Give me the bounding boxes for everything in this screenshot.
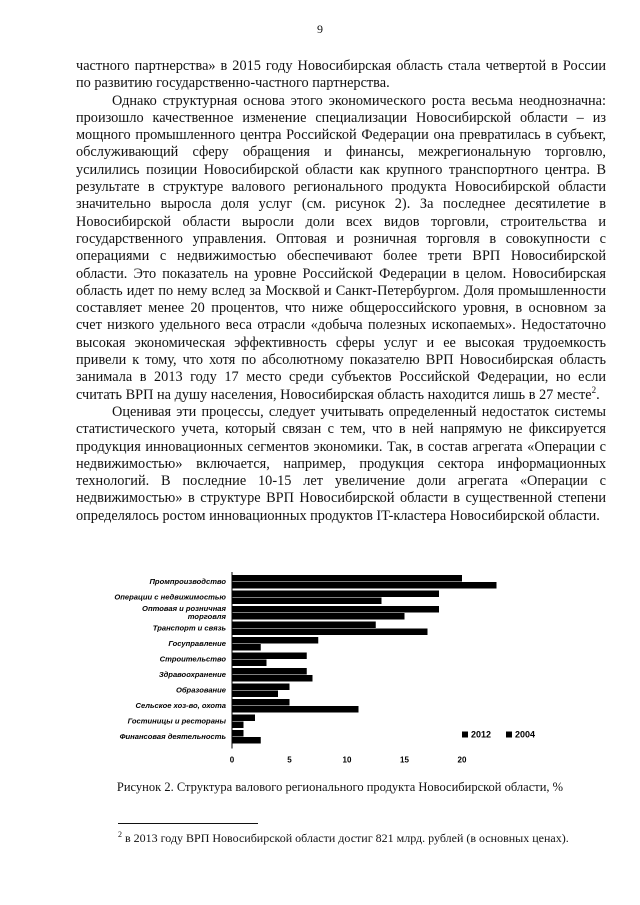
paragraph-2-text: Однако структурная основа этого экономического роста весьма неоднозначна: произошло качественное изменение специализации Новосибирской области – из мощного промышленного центра Российской Федерации она превратилась в субъект, обслуживающий сферу обращения и финансы, межрегиональную торговлю, усилились позиции Новосибирской области как крупного транспортного центра. В результате в структуре валового регионального продукта Новосибирской области значительно выросла доля услуг (см. рисунок 2). За последнее десятилетие в Новосибирской области выросли доли всех видов торговли, строительства и государственного управления. Оптовая и розничная торговля в совокупности с операциями с недвижимостью обеспечивают более трети ВРП Новосибирской области. Это показатель на уровне Российской Федерации в целом. Новосибирская область идет по нему вслед за Москвой и Санкт-Петербургом. Доля промышленности составляет менее 20 процентов, что ниже общероссийского уровня, в основном за счет низкого удельного веса отрасли «добыча полезных ископаемых». Недостаточно высокая экономическая эффективность сферы услуг и ее высокая трудоемкость привели к тому, что хотя по абсолютному показателю ВРП Новосибирская область занимала в 2013 году 17 место среди субъектов Российской Федерации, но если считать ВРП на душу населения, Новосибирская область находится лишь в 27 месте <box>76 92 606 403</box>
bar-2012 <box>232 591 439 598</box>
category-label-line: Госуправление <box>168 639 226 648</box>
bar-2004 <box>232 737 261 744</box>
category-label <box>114 593 226 602</box>
bar-2012 <box>232 653 307 660</box>
bar-2012 <box>232 575 462 582</box>
bar-2004 <box>232 629 428 636</box>
category-label-line: Оптовая и розничная <box>142 604 226 613</box>
bar-2004 <box>232 722 244 729</box>
bar-chart <box>96 570 556 778</box>
x-tick-label: 10 <box>342 755 352 765</box>
category-label-line: Образование <box>175 685 226 695</box>
category-label-line: Промпроизводство <box>149 577 226 586</box>
footnote-divider <box>118 823 258 824</box>
bar-2004 <box>232 598 382 605</box>
bar-2004 <box>232 660 267 667</box>
paragraph-3: Оценивая эти процессы, следует учитывать определенный недостаток системы статистического учета, который связан с тем, что в ней напрямую не фиксируется продукция инновационных сегментов экономики. Так, в состав агрегата «Операции с недвижимостью» включается, например, продукция сектора информационных технологий. В последние 10-15 лет увеличение доли агрегата «Операции с недвижимостью» в структуре ВРП Новосибирской области в существенной степени определялось ростом инновационных продуктов IT-кластера Новосибирской области. <box>76 403 606 524</box>
category-label <box>149 577 226 586</box>
category-label-line: торговля <box>187 612 226 622</box>
body-text <box>76 58 606 525</box>
bar-2012 <box>232 730 244 737</box>
legend-swatch <box>462 732 468 738</box>
category-label <box>159 670 227 679</box>
bar-2012 <box>232 622 376 629</box>
x-tick-label: 5 <box>287 755 292 765</box>
figure-chart <box>96 570 556 778</box>
bar-2004 <box>232 582 497 589</box>
category-label <box>128 717 227 726</box>
bar-2012 <box>232 715 255 722</box>
legend-label: 2004 <box>515 729 536 740</box>
bar-2012 <box>232 668 307 675</box>
footnote-marker: 2 <box>118 830 122 839</box>
bar-2004 <box>232 644 261 651</box>
paragraph-2-tail: . <box>596 386 600 403</box>
x-tick-label: 15 <box>400 755 409 765</box>
x-tick-label: 20 <box>457 755 467 765</box>
category-label <box>153 624 227 633</box>
category-label-line: Строительство <box>159 654 226 664</box>
category-label-line: Здравоохранение <box>158 670 226 679</box>
footnote <box>118 831 618 846</box>
bar-2012 <box>232 637 318 644</box>
category-label <box>176 686 227 695</box>
category-label <box>142 604 226 621</box>
category-label <box>168 639 226 648</box>
figure-caption: Рисунок 2. Структура валового регионального продукта Новосибирской области, % <box>116 780 564 794</box>
category-label <box>135 701 226 710</box>
category-label-line: Финансовая деятельность <box>119 732 226 741</box>
footnote-text: в 2013 году ВРП Новосибирской области достиг 821 млрд. рублей (в основных ценах). <box>122 831 569 845</box>
bar-2012 <box>232 606 439 613</box>
category-label-line: Сельское хоз-во, охота <box>135 701 226 710</box>
page-number: 9 <box>317 22 323 36</box>
bar-2004 <box>232 675 313 682</box>
paragraph-1: частного партнерства» в 2015 году Новосибирская область стала четвертой в России по развитию государственно-частного партнерства. <box>76 58 606 92</box>
footnote-reference[interactable]: 2 <box>591 384 597 395</box>
paragraph-2 <box>76 93 606 404</box>
category-label <box>120 732 227 741</box>
legend-label: 2012 <box>471 729 492 740</box>
category-label-line: Операции с недвижимостью <box>114 592 226 602</box>
bar-2004 <box>232 613 405 620</box>
bar-2004 <box>232 706 359 713</box>
category-label-line: Гостиницы и рестораны <box>127 716 226 726</box>
x-tick-label: 0 <box>229 755 235 765</box>
bar-2012 <box>232 699 290 706</box>
category-label-line: Транспорт и связь <box>152 623 226 633</box>
category-label <box>160 655 227 664</box>
bar-2012 <box>232 684 290 691</box>
legend-swatch <box>506 732 512 738</box>
bar-2004 <box>232 691 278 698</box>
